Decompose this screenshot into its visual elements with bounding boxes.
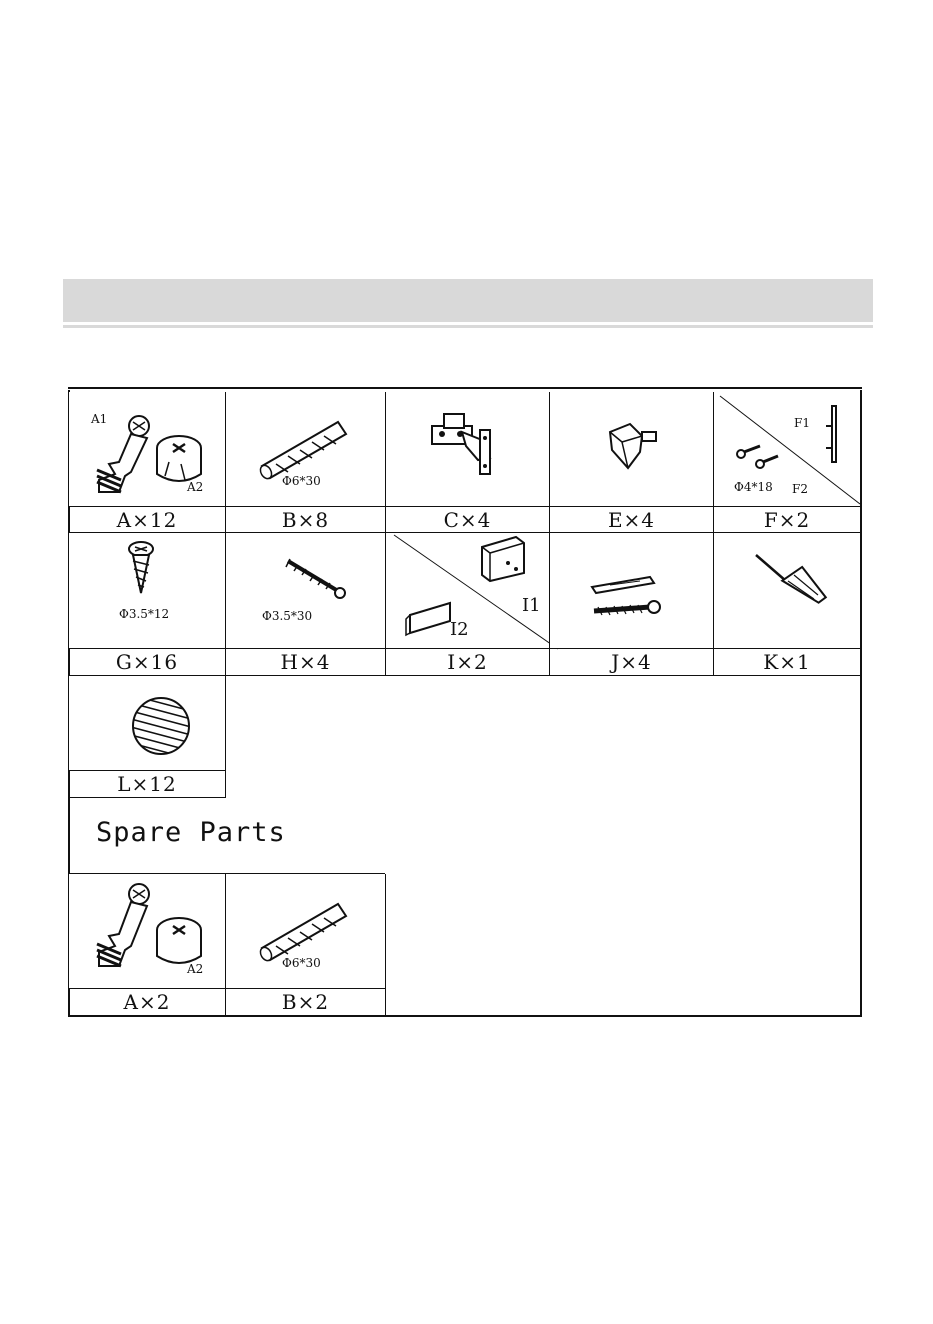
handle-and-screws-icon [714, 392, 861, 507]
part-e-cell [550, 392, 714, 507]
part-a1-label: A1 [91, 412, 108, 426]
part-c-cell [386, 392, 550, 507]
part-j-caption: J×4 [550, 649, 714, 676]
part-f-spec: Φ4*18 [734, 480, 773, 494]
cam-bolt-icon [69, 392, 226, 507]
wall-plug-and-screw-icon [550, 533, 714, 649]
part-i-caption: I×2 [386, 649, 550, 676]
part-a-caption: A×12 [69, 507, 226, 533]
part-l-cell [69, 676, 226, 771]
spare-a-caption: A×2 [69, 989, 226, 1016]
spare-b-spec: Φ6*30 [282, 956, 321, 970]
part-g-spec: Φ3.5*12 [119, 607, 170, 621]
table-top-border [68, 387, 862, 389]
section-header-bar [63, 279, 873, 322]
part-g-caption: G×16 [69, 649, 226, 676]
wooden-dowel-icon [226, 874, 386, 989]
part-l-caption: L×12 [69, 771, 226, 798]
part-b-spec: Φ6*30 [282, 474, 321, 488]
part-k-caption: K×1 [714, 649, 861, 676]
spare-b-caption: B×2 [226, 989, 386, 1016]
cam-bolt-icon [69, 874, 226, 989]
part-b-cell [226, 392, 386, 507]
cover-cap-icon [69, 676, 226, 771]
section-header-rule [63, 325, 873, 328]
spare-a2-label: A2 [187, 962, 204, 976]
part-i-cell [386, 533, 550, 649]
wooden-dowel-icon [226, 392, 386, 507]
hanging-bracket-icon [386, 533, 550, 649]
part-k-cell [714, 533, 861, 649]
part-j-cell [550, 533, 714, 649]
part-i1-label: I1 [522, 595, 541, 616]
part-h-cell [226, 533, 386, 649]
part-f2-label: F2 [792, 482, 808, 496]
shelf-support-icon [550, 392, 714, 507]
part-f-caption: F×2 [714, 507, 861, 533]
short-screw-icon [69, 533, 226, 649]
part-c-caption: C×4 [386, 507, 550, 533]
part-a-cell [69, 392, 226, 507]
part-h-caption: H×4 [226, 649, 386, 676]
part-a2-label: A2 [187, 480, 204, 494]
long-screw-icon [226, 533, 386, 649]
screwdriver-icon [714, 533, 861, 649]
hinge-icon [386, 392, 550, 507]
part-g-cell [69, 533, 226, 649]
part-f-cell [714, 392, 861, 507]
part-e-caption: E×4 [550, 507, 714, 533]
spare-a-cell [69, 874, 226, 989]
part-f1-label: F1 [794, 416, 810, 430]
spare-parts-heading: Spare Parts [96, 817, 286, 848]
part-b-caption: B×8 [226, 507, 386, 533]
part-i2-label: I2 [450, 619, 469, 640]
spare-b-cell [226, 874, 386, 989]
part-h-spec: Φ3.5*30 [262, 609, 313, 623]
